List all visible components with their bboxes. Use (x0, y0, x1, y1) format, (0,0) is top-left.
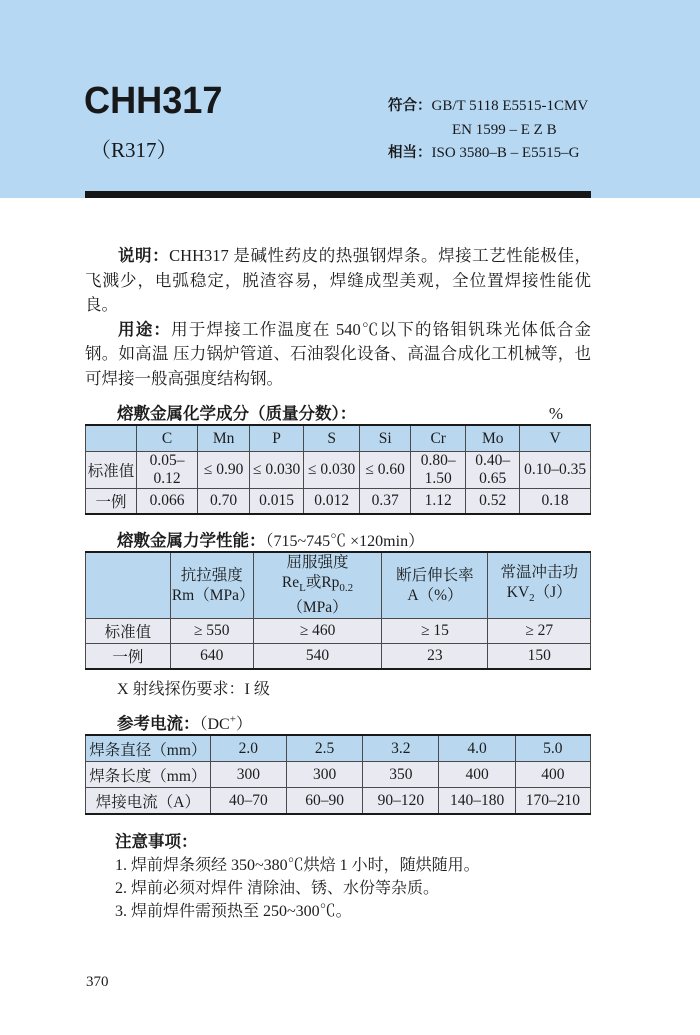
product-alt-model: （R317） (90, 138, 178, 162)
value-cell: ≥ 460 (253, 619, 382, 644)
row-label: 标准值 (86, 452, 137, 489)
header-cell: Cr (411, 425, 466, 452)
header-cell: S (304, 425, 360, 452)
current-section-title: 参考电流： (117, 715, 200, 734)
value-cell: 350 (363, 762, 439, 788)
equivalent-line (388, 142, 588, 166)
header-cell: V (520, 425, 591, 452)
value-cell: 2.5 (286, 735, 362, 762)
header-divider-bar (85, 191, 591, 198)
value-cell: 90–120 (363, 788, 439, 815)
chemical-section-header (85, 400, 591, 421)
note-item: 1. 焊前焊条须经 350~380℃烘焙 1 小时，随烘随用。 (115, 857, 480, 875)
header-cell: Si (360, 425, 411, 452)
value-cell: 640 (170, 644, 253, 670)
table-row (86, 644, 591, 670)
header-cell: C (137, 425, 198, 452)
mechanical-section-header (85, 527, 591, 548)
value-cell: 0.18 (520, 489, 591, 515)
conform-line (388, 95, 588, 119)
value-cell: 0.70 (198, 489, 250, 515)
notes-title: 注意事项： (115, 833, 198, 852)
value-cell: ≥ 550 (170, 619, 253, 644)
chemical-section-title: 熔敷金属化学成分（质量分数）： (117, 405, 357, 423)
note-item: 2. 焊前必须对焊件 清除油、锈、水份等杂质。 (115, 880, 440, 898)
header-cell-tensile: 抗拉强度 Rm（MPa） (170, 552, 253, 619)
mechanical-condition: （715~745℃ ×120min） (265, 533, 425, 550)
header-cell (86, 552, 171, 619)
value-cell: 0.012 (304, 489, 360, 515)
mechanical-properties-table (85, 551, 591, 670)
page-content (0, 244, 700, 923)
value-cell: 23 (382, 644, 488, 670)
product-model-title: CHH317 (84, 80, 223, 122)
row-label: 一例 (86, 644, 171, 670)
notes-section (85, 831, 591, 923)
value-cell: 3.2 (363, 735, 439, 762)
page-number: 370 (86, 974, 109, 990)
row-label: 标准值 (86, 619, 171, 644)
value-cell: 0.52 (466, 489, 520, 515)
value-cell: ≤ 0.030 (250, 452, 304, 489)
value-cell: 0.37 (360, 489, 411, 515)
value-cell: 140–180 (439, 788, 515, 815)
table-row-diameter (86, 735, 591, 762)
header-cell-elongation: 断后伸长率 A（%） (382, 552, 488, 619)
header-cell-yield: 屈服强度 $Re_L$或$Rp_{0.2}(MPa)$ (253, 552, 382, 619)
value-cell: 400 (439, 762, 515, 788)
value-cell: 0.015 (250, 489, 304, 515)
value-cell: 4.0 (439, 735, 515, 762)
value-cell: 300 (286, 762, 362, 788)
table-row-current (86, 788, 591, 815)
value-cell: 40–70 (210, 788, 286, 815)
row-label: 一例 (86, 489, 137, 515)
usage-text: 用于焊接工作温度在 540℃以下的铬钼钒珠光体低合金钢。如高温 压力锅炉管道、石油裂化设备、高温合成化工机械等，也可焊接一般高强度结构钢。 (85, 319, 592, 388)
equivalent-label: 相当： (388, 145, 432, 161)
row-label: 焊条直径（mm） (86, 735, 211, 762)
description-label: 说明： (118, 247, 170, 265)
header-cell: Mo (466, 425, 520, 452)
value-cell: ≤ 0.90 (198, 452, 250, 489)
header-cell (86, 425, 137, 452)
value-cell: 150 (488, 644, 591, 670)
value-cell: ≤ 0.030 (304, 452, 360, 489)
value-cell: 2.0 (210, 735, 286, 762)
description-text: CHH317 是碱性药皮的热强钢焊条。焊接工艺性能极佳，飞溅少，电弧稳定，脱渣容易，焊缝成型美观，全位置焊接性能优良。 (85, 246, 592, 314)
header-cell: Mn (198, 425, 250, 452)
mechanical-section-title: 熔敷金属力学性能： (117, 532, 266, 550)
chemical-composition-table (85, 424, 591, 515)
reference-current-table (85, 734, 591, 815)
value-cell: 0.40–0.65 (466, 452, 520, 489)
note-item: 3. 焊前焊件需预热至 250~300℃。 (115, 903, 352, 921)
current-condition: （DC+） (199, 713, 252, 734)
value-cell: 1.12 (411, 489, 466, 515)
value-cell: 0.05–0.12 (137, 452, 198, 489)
value-cell: 0.80–1.50 (411, 452, 466, 489)
table-row (86, 489, 591, 515)
table-header-row (86, 425, 591, 452)
table-header-row (86, 552, 591, 619)
value-cell: 300 (210, 762, 286, 788)
xray-requirement: X 射线探伤要求：I 级 (117, 681, 270, 699)
row-label: 焊条长度（mm） (86, 762, 211, 788)
chemical-unit: % (548, 404, 563, 423)
value-cell: 400 (515, 762, 590, 788)
row-label: 焊接电流（A） (86, 788, 211, 815)
value-cell: 0.10–0.35 (520, 452, 591, 489)
header-cell-impact: 常温冲击功 $KV_2(J)$ (488, 552, 591, 619)
standards-block (388, 95, 588, 166)
current-section-header (85, 710, 591, 734)
header-band (0, 0, 700, 198)
conform-label: 符合： (388, 98, 432, 114)
conform-line-2: EN 1599 – E Z B (452, 121, 557, 138)
usage-paragraph (85, 318, 591, 392)
description-paragraph (85, 244, 591, 318)
header-cell: P (250, 425, 304, 452)
value-cell: 60–90 (286, 788, 362, 815)
value-cell: ≤ 0.60 (360, 452, 411, 489)
table-row (86, 619, 591, 644)
value-cell: ≥ 15 (382, 619, 488, 644)
table-row-length (86, 762, 591, 788)
conform-value: GB/T 5118 E5515-1CMV (431, 98, 589, 114)
value-cell: 5.0 (515, 735, 590, 762)
table-row (86, 452, 591, 489)
equivalent-value: ISO 3580–B – E5515–G (431, 145, 580, 161)
value-cell: 170–210 (515, 788, 590, 815)
usage-label: 用途： (118, 320, 172, 339)
value-cell: 540 (253, 644, 382, 670)
value-cell: 0.066 (137, 489, 198, 515)
value-cell: ≥ 27 (488, 619, 591, 644)
